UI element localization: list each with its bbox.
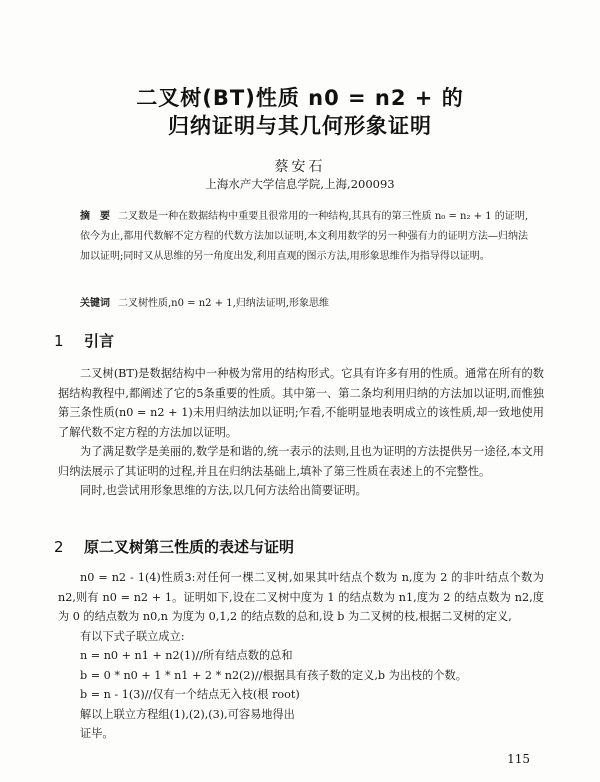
abstract-text: 二叉数是一种在数据结构中重要且很常用的一种结构,其具有的第三性质 n₀ = n₂ + 1 的证明,依今为止,都用代数解不定方程的代数方法加以证明,本文利用数学的另一种强有力的证明方法—归纳法加以证明;同时又从思维的另一角度出发,利用直观的图示方法,用形象思维作为指导得以证明。 bbox=[80, 211, 529, 262]
paragraph: 二叉树(BT)是数据结构中一种极为常用的结构形式。它具有许多有用的性质。通常在所有的数据结构教程中,都阐述了它的5条重要的性质。其中第一、第二条均利用归纳的方法加以证明,而惟独第三条性质(n0 = n2 + 1)未用归纳法加以证明;乍看,不能明显地表明成立的该性质,却一致地使用了解代数不定方程的方法加以证明。 bbox=[58, 367, 544, 439]
paragraph: 有以下式子联立成立: bbox=[80, 629, 185, 643]
author-affiliation: 上海水产大学信息学院,上海,200093 bbox=[205, 177, 395, 191]
section-number: 1 bbox=[54, 332, 64, 350]
equation-line: b = 0 * n0 + 1 * n1 + 2 * n2(2)//根据具有孩子数的定义,b 为出枝的个数。 bbox=[80, 668, 467, 682]
keywords-label: 关键词 bbox=[80, 298, 110, 309]
equation-line: 解以上联立方程组(1),(2),(3),可容易地得出 bbox=[80, 707, 295, 721]
author-name: 蔡安石 bbox=[274, 159, 326, 175]
paragraph: 为了满足数学是美丽的,数学是和谐的,统一表示的法则,且也为证明的方法提供另一途径,本文用归纳法展示了其证明的过程,并且在归纳法基础上,填补了第三性质在表述上的不完整性。 bbox=[58, 445, 544, 478]
section-title: 引言 bbox=[84, 332, 115, 350]
paper-title-line1: 二叉树(BT)性质 n0 = n2 + 的 bbox=[136, 86, 464, 110]
equation-line: 证毕。 bbox=[80, 727, 114, 740]
section-body-property3 bbox=[58, 568, 544, 744]
page-number: 115 bbox=[507, 752, 530, 766]
section-heading-property3 bbox=[54, 536, 294, 557]
equation-line: b = n - 1(3)//仅有一个结点无入枝(根 root) bbox=[80, 688, 300, 701]
section-body-introduction bbox=[58, 364, 544, 501]
paragraph: n0 = n2 - 1(4)性质3:对任何一棵二叉树,如果其叶结点个数为 n,度为 2 的非叶结点个数为 n2,则有 n0 = n2 + 1。证明如下,设在二叉树中度为 1 的结点数为 n1,度为 2 的结点数为 n2,度为 0 的结点数为 n0,n 为度为 0,1,2 的结点数的总和,设 b 为二叉树的枝,根据二叉树的定义, bbox=[58, 571, 544, 623]
section-heading-introduction bbox=[54, 330, 114, 351]
section-number: 2 bbox=[54, 538, 64, 556]
keywords-text: 二叉树性质,n0 = n2 + 1,归纳法证明,形象思维 bbox=[118, 298, 329, 309]
section-title: 原二叉树第三性质的表述与证明 bbox=[84, 538, 295, 556]
abstract-label: 摘 要 bbox=[80, 211, 111, 222]
abstract bbox=[80, 207, 528, 267]
paper-title-line2: 归纳证明与其几何形象证明 bbox=[168, 114, 432, 138]
keywords bbox=[80, 294, 528, 309]
equation-line: n = n0 + n1 + n2(1)//所有结点数的总和 bbox=[80, 649, 293, 662]
paragraph: 同时,也尝试用形象思维的方法,以几何方法给出简要证明。 bbox=[80, 484, 367, 497]
